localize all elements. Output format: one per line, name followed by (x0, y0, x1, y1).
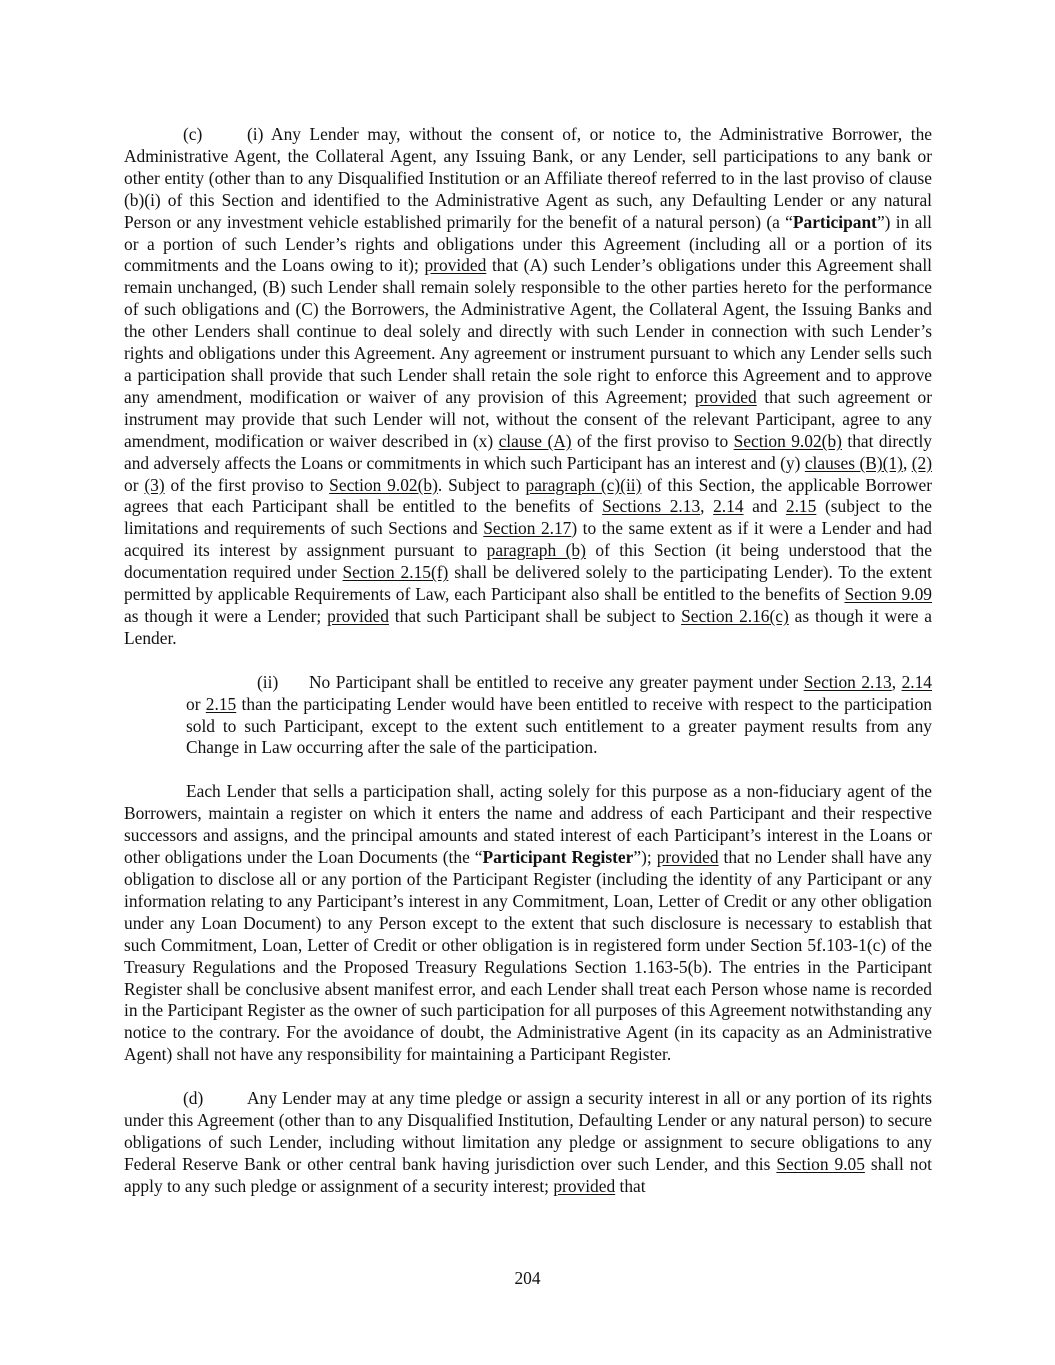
text-run: shall be delivered solely to the participating Lender). To the extent permitted by applicable Requirements of Law, each Participant also shall be entitled to the benefits of (124, 562, 932, 605)
text-run: as though it were a Lender; (124, 605, 328, 626)
text-run: , (700, 496, 714, 517)
text-run: that such agreement or instrument may provide that such Lender will not, without the consent of the relevant Participant, agree to any amendment, modification or waiver described in (x) (124, 386, 932, 451)
text-run: or (124, 474, 145, 495)
paragraph-d-label: (d) (183, 1088, 204, 1109)
text-run: and (743, 496, 786, 517)
cross-reference-paragraph-cii[interactable]: paragraph (c)(ii) (525, 474, 642, 495)
text-run: ”); (633, 847, 657, 868)
paragraph-participant-register (124, 781, 932, 1066)
cross-reference-section-2-15[interactable]: 2.15 (205, 693, 237, 714)
text-run: of the first proviso to (164, 474, 330, 495)
text-run: , (891, 671, 902, 692)
text-run: than the participating Lender would have been entitled to receive with respect to the participation sold to such Participant, except to the extent such entitlement to a greater payment results from any Change in Law occurring after the sale of the participation. (186, 693, 932, 758)
cross-reference-clause-2[interactable]: (2) (911, 452, 932, 473)
paragraph-c-label: (c) (183, 124, 203, 144)
document-page (124, 124, 932, 1198)
paragraph-d (124, 1088, 932, 1198)
text-run: that no Lender shall have any obligation to disclose all or any portion of the Participant Register (including the identity of any Participant or any information relating to any Participant’s interest in any Commitment, Loan, Letter of Credit or any other obligation under any Loan Document) to any Person except to the extent that such disclosure is necessary to establish that such Commitment, Loan, Letter of Credit or other obligation is in registered form under Section 5f.103-1(c) of the Treasury Regulations and the Proposed Treasury Regulations Section 1.163-5(b). The entries in the Participant Register shall be conclusive absent manifest error, and each Lender shall treat each Person whose name is recorded in the Participant Register as the owner of such participation for all purposes of this Agreement notwithstanding any notice to the contrary. For the avoidance of doubt, the Administrative Agent (in its capacity as an Administrative Agent) shall not have any responsibility for maintaining a Participant Register. (124, 847, 932, 1065)
text-run: ) to the same extent as if it were a Lender and had acquired its interest by assignment pursuant to (124, 518, 933, 561)
cross-reference-section-2-13[interactable]: Section 2.13 (803, 671, 892, 692)
text-run: that (A) such Lender’s obligations under this Agreement shall remain unchanged, (B) such Lender shall remain solely responsible to the other parties hereto for the performance of such obligations and (C) the Borrowers, the Administrative Agent, the Collateral Agent, the Issuing Banks and the other Lenders shall continue to deal solely and directly with such Lender in connection with such Lender’s rights and obligations under this Agreement. Any agreement or instrument pursuant to which any Lender sells such a participation shall provide that such Lender shall retain the sole right to enforce this Agreement and to approve any amendment, modification or waiver of any provision of this Agreement; (124, 255, 932, 407)
cross-reference-clauses-b1[interactable]: clauses (B)(1) (804, 452, 903, 473)
text-run: Each Lender that sells a participation shall, acting solely for this purpose as a non-fiduciary agent of the Borrowers, maintain a register on which it enters the name and address of each Participant and their respective successors and assigns, and the principal amounts and stated interest of each Participant’s interest in the Loans or other obligations under the Loan Documents (the “ (124, 781, 932, 868)
text-run: that such Participant shall be subject to (388, 605, 682, 626)
cross-reference-section-9-09[interactable]: Section 9.09 (844, 584, 932, 605)
paragraph-cii-label: (ii) (257, 671, 279, 692)
text-run: of this Section, the applicable Borrower agrees that each Participant shall be entitled to the benefits of (124, 474, 932, 517)
cross-reference-section-9-02b[interactable]: Section 9.02(b) (329, 474, 438, 495)
text-run: that (615, 1175, 646, 1196)
cross-reference-section-2-17[interactable]: Section 2.17 (483, 518, 572, 539)
provided-emphasis: provided (327, 605, 389, 626)
cross-reference-section-2-16c[interactable]: Section 2.16(c) (681, 605, 789, 626)
text-run: No Participant shall be entitled to receive any greater payment under (309, 671, 804, 692)
text-run: of this Section (it being understood that the documentation required under (124, 540, 932, 583)
provided-emphasis: provided (694, 386, 757, 407)
text-run: (subject to the limitations and requirements of such Sections and (124, 496, 932, 539)
text-run: shall not apply to any such pledge or assignment of a security interest; (124, 1153, 932, 1196)
cross-reference-paragraph-b[interactable]: paragraph (b) (486, 540, 586, 561)
text-run: . Subject to (437, 474, 526, 495)
cross-reference-clause-3[interactable]: (3) (144, 474, 165, 495)
text-run: or (186, 693, 206, 714)
cross-reference-section-2-14[interactable]: 2.14 (713, 496, 744, 517)
text-run: Any Lender may at any time pledge or assign a security interest in all or any portion of its rights under this Agreement (other than to any Disqualified Institution, Defaulting Lender or any natural person) to secure obligations of such Lender, including without limitation any pledge or assignment to secure obligations to any Federal Reserve Bank or other central bank having jurisdiction over such Lender, and this (124, 1088, 932, 1174)
text-run: of the first proviso to (571, 430, 734, 451)
text-run: that directly and adversely affects the Loans or commitments in which such Participant has an interest and (y) (124, 430, 933, 473)
text-run: (i) Any Lender may, without the consent of, or notice to, the Administrative Borrower, the Administrative Agent, the Collateral Agent, any Issuing Bank, or any Lender, sell participations to any bank or other entity (other than to any Disqualified Institution or an Affiliate thereof referred to in the last proviso of clause (b)(i) of this Section and identified to the Administrative Agent as such, any Defaulting Lender or any natural Person or any investment vehicle established primarily for the benefit of a natural person) (a “ (124, 124, 932, 232)
page-number: 204 (514, 1268, 541, 1288)
paragraph-c-ii (186, 672, 932, 760)
text-run: as though it were a Lender. (124, 605, 933, 648)
cross-reference-section-2-14[interactable]: 2.14 (901, 671, 932, 692)
defined-term-participant-register: Participant Register (482, 847, 634, 868)
provided-emphasis: provided (656, 847, 719, 868)
cross-reference-section-9-02b[interactable]: Section 9.02(b) (733, 430, 842, 451)
cross-reference-section-2-15[interactable]: 2.15 (785, 496, 817, 517)
text-run: ”) in all or a portion of such Lender’s rights and obligations under this Agreement (including all or a portion of its commitments and the Loans owing to it); (124, 211, 932, 276)
text-run: , (902, 452, 912, 473)
cross-reference-clause-a[interactable]: clause (A) (498, 430, 572, 451)
paragraph-c (124, 124, 932, 650)
cross-reference-section-2-15f[interactable]: Section 2.15(f) (342, 562, 449, 583)
provided-emphasis: provided (553, 1175, 616, 1196)
provided-emphasis: provided (424, 255, 487, 276)
defined-term-participant: Participant (792, 211, 877, 232)
cross-reference-section-2-13[interactable]: Sections 2.13 (602, 496, 701, 517)
cross-reference-section-9-05[interactable]: Section 9.05 (776, 1153, 865, 1174)
